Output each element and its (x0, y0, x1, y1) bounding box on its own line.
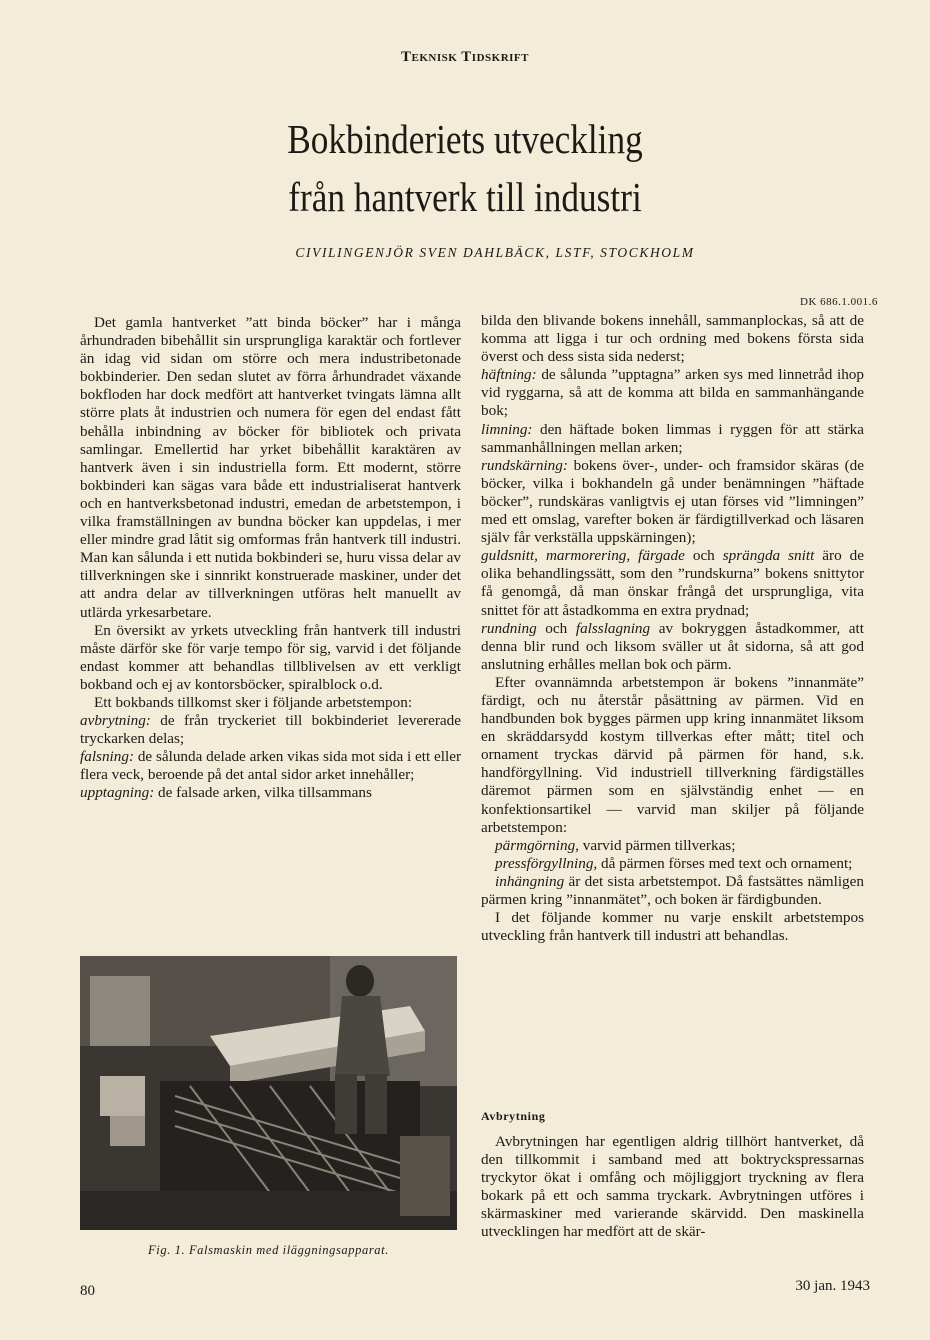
definition-text: den häftade boken limmas i ryggen för att stärka sammanhållningen mellan arken; (481, 420, 864, 456)
figure-caption: Fig. 1. Falsmaskin med iläggningsapparat. (148, 1243, 389, 1257)
definition-term: guldsnitt, marmorering, färgade (481, 547, 685, 565)
definition-term: inhängning (495, 872, 565, 890)
definition-item (481, 837, 864, 855)
definition-term: falsning: (80, 748, 135, 766)
paragraph: I det följande kommer nu varje enskilt arbetstempos utveckling från hantverk till industri att behandlas. (481, 909, 864, 945)
issue-date: 30 jan. 1943 (795, 1278, 870, 1294)
definition-term: rundning (481, 619, 537, 637)
definition-text: av bokryggen åstadkommer, att denna blir rund och liksom sväller ut åt sidorna, så att god anslutning erhålles mellan bok och pärm. (481, 619, 864, 673)
definition-term: pressförgyllning, (495, 854, 598, 872)
definition-term: falsslagning (575, 619, 651, 637)
definition-joiner: och (684, 547, 723, 565)
definition-term: häftning: (481, 366, 537, 384)
section-heading: Avbrytning (481, 1109, 546, 1123)
definition-text: de sålunda delade arken vikas sida mot sida i ett eller flera veck, beroende på det antal sidor arket innehåller; (80, 748, 461, 784)
title-line-2: från hantverk till industri (288, 174, 642, 220)
definition-term: sprängda snitt (722, 547, 815, 565)
author-byline: CIVILINGENJÖR SVEN DAHLBÄCK, LSTF, STOCKHOLM (295, 245, 695, 260)
title-line-1: Bokbinderiets utveckling (287, 116, 643, 162)
definition-text: de falsade arken, vilka tillsammans (154, 784, 372, 802)
paragraph: Avbrytningen har egentligen aldrig tillhört hantverket, då den tillkommit i samband med att boktryckspressarnas tryckytor ökat i omfång och möjliggjort tryckning av flera bokark på ett och samma tryckark. Avbrytningen utföres i skärmaskiner med varierande skärvidd. Den maskinella utvecklingen har medfört att de skär- (481, 1133, 864, 1241)
definition-term: pärmgörning, (495, 836, 579, 854)
article-title (65, 110, 865, 226)
figure-photo (80, 956, 457, 1230)
definition-text: äro de olika behandlingssätt, som den ”rundskurna” bokens snittytor få genomgå, då man önskar frångå det ursprungliga, vita snittet för att åstadkomma en extra prydnad; (481, 547, 864, 619)
journal-header: Teknisk Tidskrift (401, 49, 529, 65)
definition-term: limning: (481, 420, 533, 438)
definition-term: rundskärning: (481, 456, 568, 474)
paragraph: Det gamla hantverket ”att binda böcker” har i många århundraden bibehållit sin ursprungliga karaktär och fortlever än idag vid sidan om större och mera industribetonade bokbinderier. Den sedan slutet av förra århundradet växande bokfloden har dock medfört att hantverket tvingats lämna allt större plats åt industrien och numera för egen del endast fått behålla inbindning av böcker för bibliotek och privata samlingar. Emellertid har yrket bibehållit karaktären av hantverk även i sin industriella form. Ett modernt, större bokbinderi kan sägas vara både ett industrialiserat hantverk och en hantverksbetonad industri, emedan de arbetstempon, i vilka framställningen av bundna böcker kan uppdelas, i mer eller mindre grad låtit sig omformas från hantverk till industri. Man kan sålunda i ett nutida bokbinderi se, huru vissa delar av tillverkningen ske i sinnrikt konstruerade maskiner, under det att andra delar av tillverkningen utföras helt manuellt av utlärda yrkesarbetare. (80, 314, 461, 621)
definition-item (481, 366, 864, 420)
left-column (80, 314, 461, 803)
definition-term: avbrytning: (80, 712, 151, 730)
definition-item (481, 421, 864, 457)
definition-text: varvid pärmen tillverkas; (578, 836, 736, 854)
definition-text: bokens över-, under- och framsidor skäras (de böcker, vilka i bokhandeln gå under benämningen ”häftade böcker”, rundskäras vanligtvis ej utan förses vid ”limningen” med ett omslag, varefter boken är färdigtillverkad och läsaren själv får verkställa uppskärningen); (481, 456, 864, 547)
definition-item (80, 784, 461, 802)
definition-item (481, 457, 864, 547)
definition-joiner: och (536, 619, 576, 637)
section-body (481, 1133, 864, 1242)
definition-text: de sålunda ”upptagna” arken sys med linnetråd ihop vid ryggarna, så att de komma att bilda en sammanhängande bok; (481, 366, 864, 420)
definition-item (481, 620, 864, 674)
definition-item (80, 748, 461, 784)
definition-text: är det sista arbetstempot. Då fastsättes nämligen pärmen kring ”innanmätet”, och boken är färdigbunden. (481, 872, 864, 908)
paragraph: Efter ovannämnda arbetstempon är bokens ”innanmäte” färdigt, och nu återstår påsättning av pärmen. Vid en handbunden bok bygges pärmen upp kring innanmätet liksom en skräddarsydd kostym tillverkas efter mått; titel och ornament tryckas därvid på pärmen för hand, s.k. handförgyllning. Vid industriell tillverkning färdigställes däremot pärmen som en självständig enhet — en konfektionsartikel — varvid man skiljer på följande arbetstempon: (481, 673, 864, 836)
definition-item (481, 873, 864, 909)
definition-item (481, 855, 864, 873)
definition-item (481, 547, 864, 619)
page-number: 80 (80, 1283, 95, 1299)
paragraph: En översikt av yrkets utveckling från hantverk till industri måste därför ske för varje tempo för sig, varvid i det följande endast kommer att behandlas tillblivelsen av ett verkligt bokband och ej av kontorsböcker, spiralblock o.d. (80, 621, 461, 693)
definition-text: då pärmen förses med text och ornament; (597, 854, 853, 872)
definition-text: de från tryckeriet till bokbinderiet levererade tryckarken delas; (80, 712, 461, 748)
dk-classification: DK 686.1.001.6 (800, 296, 878, 308)
paragraph: bilda den blivande bokens innehåll, sammanplockas, så att de komma att ligga i tur och ordning med bokens första sida överst och dess sista sida nederst; (481, 312, 864, 366)
folding-machine-photo (80, 956, 457, 1230)
definition-item (80, 712, 461, 748)
paragraph: Ett bokbands tillkomst sker i följande arbetstempon: (94, 693, 413, 711)
right-column (481, 312, 864, 945)
definition-term: upptagning: (80, 784, 155, 802)
